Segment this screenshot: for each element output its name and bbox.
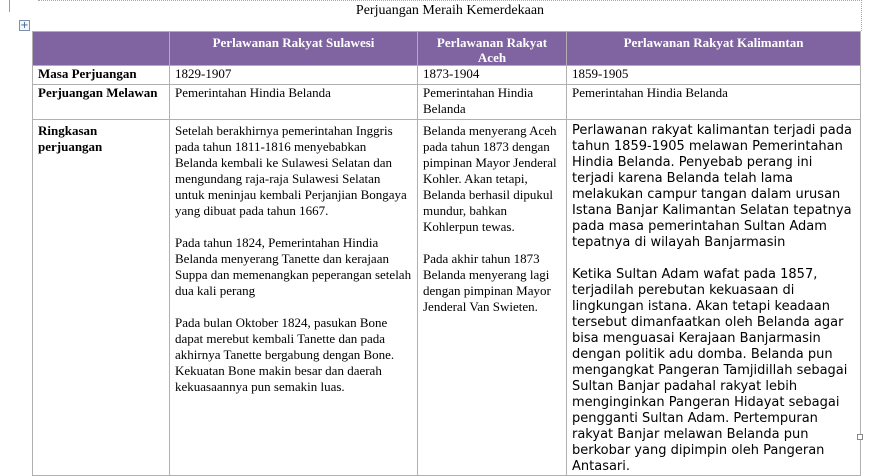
cell-masa-sulawesi: 1829-1907 bbox=[170, 66, 418, 85]
row-label-ringkasan: Ringkasan perjuangan bbox=[33, 120, 170, 476]
cell-ringkasan-kalimantan bbox=[567, 120, 861, 476]
cell-melawan-kalimantan: Pemerintahan Hindia Belanda bbox=[567, 85, 861, 120]
row-ringkasan bbox=[33, 120, 861, 476]
header-row bbox=[33, 32, 861, 66]
paragraph: Pada tahun 1824, Pemerintahan Hindia Belanda menyerang Tanette dan kerajaan Suppa dan memenangkan peperangan setelah dua kali perang bbox=[175, 235, 412, 298]
cell-melawan-sulawesi: Pemerintahan Hindia Belanda bbox=[170, 85, 418, 120]
table-move-handle-icon[interactable]: + bbox=[20, 20, 29, 31]
row-label-masa: Masa Perjuangan bbox=[33, 66, 170, 85]
row-perjuangan-melawan bbox=[33, 85, 861, 120]
cell-ringkasan-aceh bbox=[418, 120, 567, 476]
cell-masa-aceh: 1873-1904 bbox=[418, 66, 567, 85]
paragraph: Ketika Sultan Adam wafat pada 1857, terjadilah perebutan kekuasaan di lingkungan istana. Akan tetapi keadaan tersebut dimanfaatkan oleh Belanda agar bisa menguasai Kerajaan Banjarmasin dengan politik adu domba. Belanda pun mengangkat Pangeran Tamjidillah sebagai Sultan Banjar padahal rakyat lebih menginginkan Pangeran Hidayat sebagai pengganti Sultan Adam. Pertempuran rakyat Banjar melawan Belanda pun berkobar yang dipimpin oleh Pangeran Antasari. bbox=[572, 267, 848, 474]
cell-melawan-aceh: Pemerintahan Hindia Belanda bbox=[418, 85, 567, 120]
paragraph: Belanda menyerang Aceh pada tahun 1873 dengan pimpinan Mayor Jenderal Kohler. Akan tetapi, Belanda berhasil dipukul mundur, bahkan Kohlerpun tewas. bbox=[423, 123, 557, 234]
paragraph: Perlawanan rakyat kalimantan terjadi pada tahun 1859-1905 melawan Pemerintahan Hindia Belanda. Penyebab perang ini terjadi karena Belanda telah lama melakukan campur tangan dalam urusan Istana Banjar Kalimantan Selatan tepatnya pada masa pemerintahan Sultan Adam tepatnya di wilayah Banjarmasin bbox=[572, 123, 852, 250]
table-caption: Perjuangan Meraih Kemerdekaan bbox=[355, 3, 545, 18]
header-kalimantan: Perlawanan Rakyat Kalimantan bbox=[567, 32, 861, 66]
paragraph: Pada akhir tahun 1873 Belanda menyerang lagi dengan pimpinan Mayor Jenderal Van Swieten. bbox=[423, 251, 551, 314]
row-masa-perjuangan bbox=[33, 66, 861, 85]
header-aceh: Perlawanan Rakyat Aceh bbox=[418, 32, 567, 66]
cell-ringkasan-sulawesi bbox=[170, 120, 418, 476]
page-edge-marker bbox=[9, 0, 10, 12]
struggle-table bbox=[32, 31, 861, 476]
cell-masa-kalimantan: 1859-1905 bbox=[567, 66, 861, 85]
table-resize-handle[interactable] bbox=[857, 434, 863, 440]
paragraph: Pada bulan Oktober 1824, pasukan Bone dapat merebut kembali Tanette dan pada akhirnya Tanette bergabung dengan Bone. Kekuatan Bone makin besar dan daerah kekuasaannya pun semakin luas. bbox=[175, 315, 395, 394]
header-cell-empty bbox=[33, 32, 170, 66]
row-label-melawan: Perjuangan Melawan bbox=[33, 85, 170, 120]
header-sulawesi: Perlawanan Rakyat Sulawesi bbox=[170, 32, 418, 66]
paragraph: Setelah berakhirnya pemerintahan Inggris pada tahun 1811-1816 menyebabkan Belanda kembali ke Sulawesi Selatan dan mengundang raja-raja Sulawesi Selatan untuk meninjau kembali Perjanjian Bongaya yang dibuat pada tahun 1667. bbox=[175, 123, 407, 218]
